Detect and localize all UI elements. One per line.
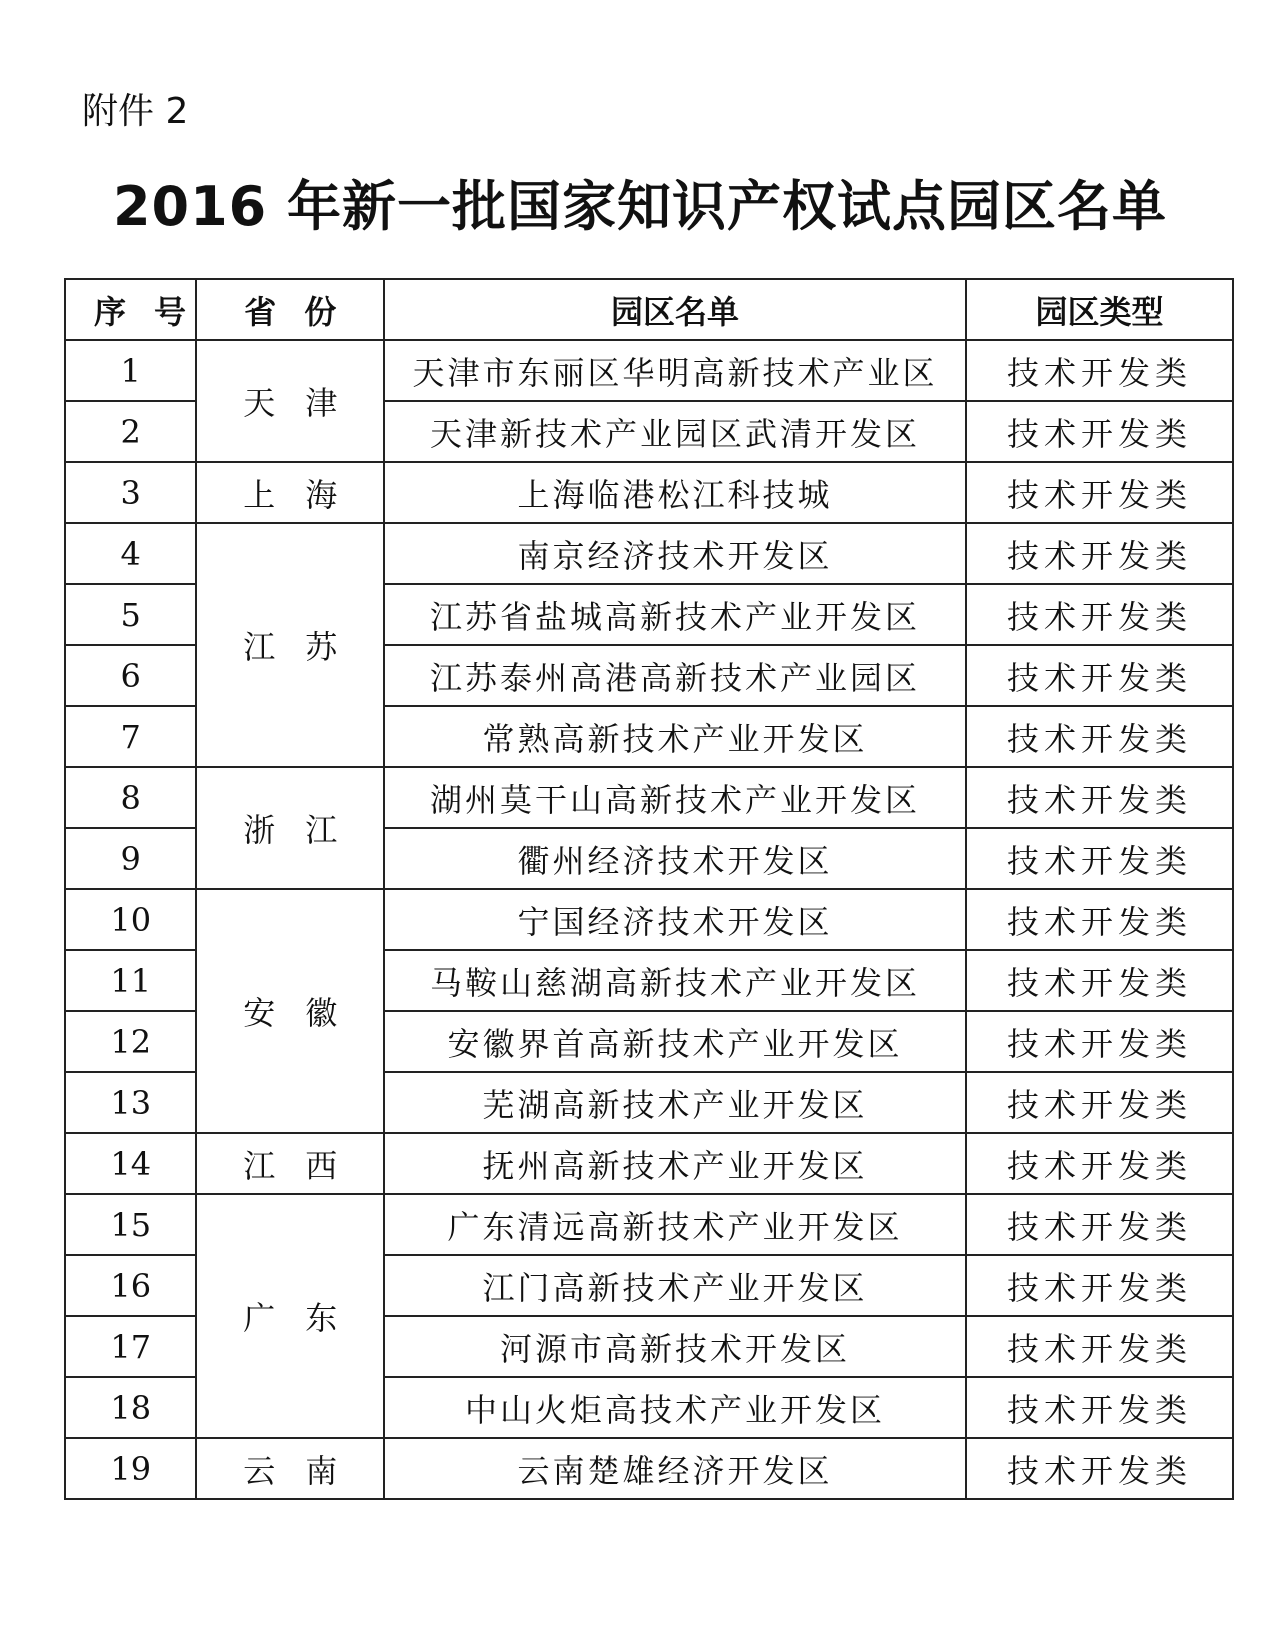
row-park-type: 技术开发类 xyxy=(966,523,1233,584)
header-province: 省份 xyxy=(196,279,384,340)
table-row xyxy=(65,1194,1233,1255)
table-row xyxy=(65,767,1233,828)
row-seq: 1 xyxy=(65,340,196,401)
row-seq: 2 xyxy=(65,401,196,462)
row-park-type: 技术开发类 xyxy=(966,462,1233,523)
row-province: 天津 xyxy=(196,340,384,462)
row-seq: 5 xyxy=(65,584,196,645)
table-row xyxy=(65,1133,1233,1194)
header-seq: 序号 xyxy=(65,279,196,340)
row-park-type: 技术开发类 xyxy=(966,340,1233,401)
row-park-name: 宁国经济技术开发区 xyxy=(384,889,966,950)
table-row xyxy=(65,340,1233,401)
row-province: 上海 xyxy=(196,462,384,523)
row-park-name: 河源市高新技术开发区 xyxy=(384,1316,966,1377)
row-park-type: 技术开发类 xyxy=(966,767,1233,828)
row-seq: 14 xyxy=(65,1133,196,1194)
header-park-type: 园区类型 xyxy=(966,279,1233,340)
row-park-type: 技术开发类 xyxy=(966,1377,1233,1438)
row-seq: 10 xyxy=(65,889,196,950)
row-seq: 9 xyxy=(65,828,196,889)
table-row xyxy=(65,462,1233,523)
row-park-name: 南京经济技术开发区 xyxy=(384,523,966,584)
row-province: 安徽 xyxy=(196,889,384,1133)
row-province: 浙江 xyxy=(196,767,384,889)
table-body xyxy=(65,340,1233,1499)
row-park-type: 技术开发类 xyxy=(966,1133,1233,1194)
row-park-name: 江苏省盐城高新技术产业开发区 xyxy=(384,584,966,645)
table-row xyxy=(65,889,1233,950)
row-park-name: 湖州莫干山高新技术产业开发区 xyxy=(384,767,966,828)
row-park-type: 技术开发类 xyxy=(966,401,1233,462)
row-park-name: 云南楚雄经济开发区 xyxy=(384,1438,966,1499)
row-park-type: 技术开发类 xyxy=(966,706,1233,767)
row-park-type: 技术开发类 xyxy=(966,1194,1233,1255)
row-park-name: 衢州经济技术开发区 xyxy=(384,828,966,889)
row-seq: 15 xyxy=(65,1194,196,1255)
row-seq: 19 xyxy=(65,1438,196,1499)
attachment-label: 附件 2 xyxy=(82,91,189,132)
row-province: 广东 xyxy=(196,1194,384,1438)
row-seq: 4 xyxy=(65,523,196,584)
table-row xyxy=(65,523,1233,584)
row-park-name: 抚州高新技术产业开发区 xyxy=(384,1133,966,1194)
row-park-type: 技术开发类 xyxy=(966,950,1233,1011)
row-park-name: 江苏泰州高港高新技术产业园区 xyxy=(384,645,966,706)
row-seq: 3 xyxy=(65,462,196,523)
row-seq: 8 xyxy=(65,767,196,828)
row-park-name: 上海临港松江科技城 xyxy=(384,462,966,523)
row-seq: 13 xyxy=(65,1072,196,1133)
row-park-type: 技术开发类 xyxy=(966,889,1233,950)
row-seq: 17 xyxy=(65,1316,196,1377)
header-park-name: 园区名单 xyxy=(384,279,966,340)
row-park-name: 马鞍山慈湖高新技术产业开发区 xyxy=(384,950,966,1011)
row-park-type: 技术开发类 xyxy=(966,1011,1233,1072)
row-park-type: 技术开发类 xyxy=(966,1438,1233,1499)
row-seq: 16 xyxy=(65,1255,196,1316)
row-province: 江苏 xyxy=(196,523,384,767)
row-park-name: 安徽界首高新技术产业开发区 xyxy=(384,1011,966,1072)
table-header-row xyxy=(65,279,1233,340)
row-park-type: 技术开发类 xyxy=(966,584,1233,645)
row-park-name: 天津新技术产业园区武清开发区 xyxy=(384,401,966,462)
park-list-table xyxy=(64,278,1234,1500)
row-seq: 12 xyxy=(65,1011,196,1072)
row-park-name: 中山火炬高技术产业开发区 xyxy=(384,1377,966,1438)
row-park-type: 技术开发类 xyxy=(966,1072,1233,1133)
row-seq: 6 xyxy=(65,645,196,706)
page-title: 2016 年新一批国家知识产权试点园区名单 xyxy=(112,175,1168,238)
row-park-type: 技术开发类 xyxy=(966,1316,1233,1377)
row-seq: 7 xyxy=(65,706,196,767)
row-park-type: 技术开发类 xyxy=(966,645,1233,706)
row-park-name: 芜湖高新技术产业开发区 xyxy=(384,1072,966,1133)
row-seq: 18 xyxy=(65,1377,196,1438)
row-province: 江西 xyxy=(196,1133,384,1194)
row-park-name: 天津市东丽区华明高新技术产业区 xyxy=(384,340,966,401)
row-park-type: 技术开发类 xyxy=(966,1255,1233,1316)
row-park-name: 江门高新技术产业开发区 xyxy=(384,1255,966,1316)
row-park-name: 常熟高新技术产业开发区 xyxy=(384,706,966,767)
row-park-name: 广东清远高新技术产业开发区 xyxy=(384,1194,966,1255)
row-park-type: 技术开发类 xyxy=(966,828,1233,889)
row-province: 云南 xyxy=(196,1438,384,1499)
row-seq: 11 xyxy=(65,950,196,1011)
table-row xyxy=(65,1438,1233,1499)
